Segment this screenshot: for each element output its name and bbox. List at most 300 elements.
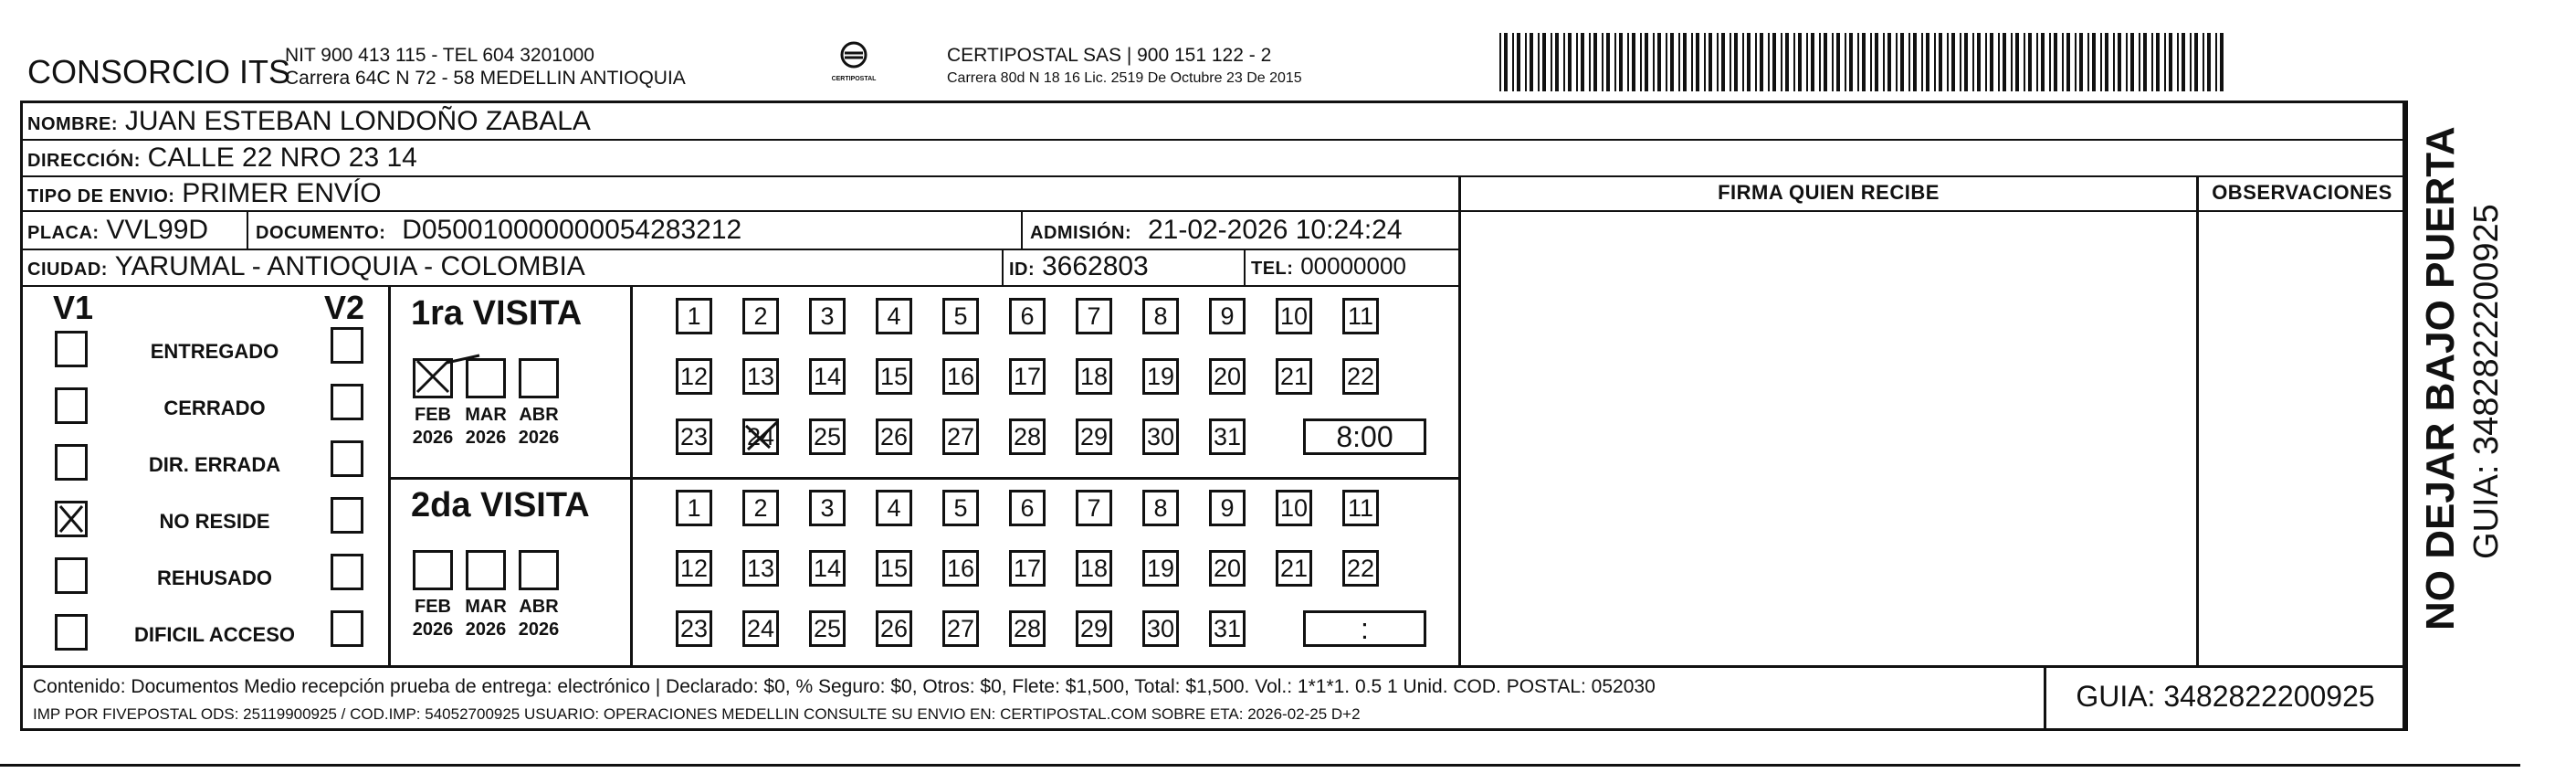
visit2-day-label: 3: [820, 494, 835, 522]
visit2-day-box[interactable]: [1009, 550, 1046, 587]
barcode-bar: [1781, 33, 1782, 91]
barcode-bar: [1499, 33, 1501, 91]
visit1-day-box[interactable]: [1342, 358, 1379, 395]
visit2-day-box[interactable]: [1342, 490, 1379, 526]
logo-text: CERTIPOSTAL: [831, 76, 877, 82]
visit1-day-box[interactable]: [809, 358, 846, 395]
barcode-bar: [1947, 33, 1949, 91]
visit2-month-box-abr[interactable]: [519, 550, 559, 590]
barcode-bar: [1666, 33, 1667, 91]
visit1-day-label: 10: [1279, 302, 1309, 330]
barcode-bar: [1913, 33, 1917, 91]
visit1-day-label: 11: [1347, 302, 1374, 330]
visit1-month-year: 2026: [412, 428, 454, 448]
v2-checkbox-5[interactable]: [331, 610, 363, 647]
visit2-time-field[interactable]: :: [1303, 610, 1426, 647]
visit2-day-label: 20: [1213, 555, 1242, 582]
visit1-day-label: 20: [1213, 363, 1242, 390]
visit1-day-label: 9: [1220, 302, 1235, 330]
barcode-bar: [1696, 33, 1699, 91]
visit1-day-box[interactable]: [1209, 358, 1246, 395]
barcode-bar: [1857, 33, 1859, 91]
barcode-bar: [1678, 33, 1680, 91]
visit1-day-label: 19: [1146, 363, 1175, 390]
barcode-bar: [1832, 33, 1834, 91]
visit2-month-label: FEB: [415, 597, 451, 617]
barcode-bar: [1845, 33, 1846, 91]
v2-checkbox-3[interactable]: [331, 497, 363, 534]
id-label: ID:: [1009, 259, 1036, 280]
visit2-day-box[interactable]: [1209, 550, 1246, 587]
visit2-month-year: 2026: [518, 619, 560, 640]
visit1-day-box[interactable]: [1276, 298, 1312, 334]
v1-checkbox-4[interactable]: [55, 557, 88, 594]
barcode-bar: [1538, 33, 1540, 91]
visit2-day-box[interactable]: [676, 610, 712, 647]
tipo-label: TIPO DE ENVIO:: [27, 186, 175, 206]
barcode-bar: [2049, 33, 2051, 91]
check-x-icon: [415, 355, 470, 396]
visit2-day-label: 13: [746, 555, 775, 582]
barcode-bar: [1709, 33, 1712, 91]
nombre-value: JUAN ESTEBAN LONDOÑO ZABALA: [124, 106, 591, 136]
barcode-bar: [1811, 33, 1814, 91]
barcode-bar: [1619, 33, 1623, 91]
visit2-day-label: 5: [953, 494, 968, 522]
documento-row: [256, 215, 741, 246]
visit1-day-label: 8: [1153, 302, 1168, 330]
barcode-bar: [1512, 33, 1514, 91]
barcode-bar: [2164, 33, 2166, 91]
barcode-bar: [1742, 33, 1744, 91]
visit2-day-label: 12: [679, 555, 709, 582]
ciudad-row: [27, 251, 585, 282]
visit2-day-label: 22: [1346, 555, 1375, 582]
tipo-row: [27, 178, 382, 209]
visit1-day-box[interactable]: [1076, 418, 1112, 455]
footer-guia: GUIA: 3482822200925: [2076, 680, 2375, 713]
barcode-bar: [2036, 33, 2038, 91]
barcode-bar: [2113, 33, 2115, 91]
visit2-month-label: ABR: [519, 597, 559, 617]
visit2-day-box[interactable]: [742, 550, 779, 587]
visit1-day-label: 22: [1346, 363, 1375, 390]
visit1-month-box-feb[interactable]: [413, 358, 453, 398]
firma-header: FIRMA QUIEN RECIBE: [1718, 181, 1940, 204]
visit2-month-box-mar[interactable]: [466, 550, 506, 590]
company-address: Carrera 64C N 72 - 58 MEDELLIN ANTIOQUIA: [285, 68, 686, 89]
visit1-day-box[interactable]: [676, 358, 712, 395]
visit2-day-box[interactable]: [942, 550, 979, 587]
visit2-day-box[interactable]: [1076, 490, 1112, 526]
barcode-bar: [2143, 33, 2147, 91]
barcode-bar: [2220, 33, 2224, 91]
barcode-bar: [1653, 33, 1655, 91]
visit2-day-label: 28: [1013, 615, 1042, 642]
placa-value: VVL99D: [106, 215, 209, 245]
barcode: [1498, 33, 2228, 91]
barcode-bar: [1824, 33, 1827, 91]
direccion-row: [27, 143, 417, 174]
certipostal-logo: [822, 40, 886, 91]
barcode-bar: [2015, 33, 2019, 91]
barcode-bar: [1640, 33, 1642, 91]
visit1-day-box[interactable]: [1142, 298, 1179, 334]
barcode-bar: [2190, 33, 2192, 91]
visit2-day-box[interactable]: [1276, 490, 1312, 526]
documento-value: D050010000000054283212: [402, 215, 742, 245]
barcode-bar: [2079, 33, 2083, 91]
visit2-day-label: 27: [946, 615, 975, 642]
visit1-day-box[interactable]: [742, 298, 779, 334]
visit1-day-box[interactable]: [1209, 418, 1246, 455]
visit1-month-label: FEB: [415, 405, 451, 425]
visit2-day-box[interactable]: [1142, 550, 1179, 587]
visit1-day-box[interactable]: [876, 298, 912, 334]
visit2-month-year: 2026: [412, 619, 454, 640]
visit2-month-box-feb[interactable]: [413, 550, 453, 590]
visit2-month-year: 2026: [465, 619, 507, 640]
visit1-day-box[interactable]: [876, 358, 912, 395]
barcode-bar: [1990, 33, 1993, 91]
visit2-day-label: 4: [887, 494, 901, 522]
visit2-day-label: 9: [1220, 494, 1235, 522]
barcode-bar: [2062, 33, 2064, 91]
visit1-day-label: 24: [746, 423, 775, 450]
barcode-bar: [1683, 33, 1687, 91]
visit1-day-label: 2: [753, 302, 768, 330]
visit1-day-box[interactable]: [676, 418, 712, 455]
visit1-month-box-mar[interactable]: [466, 358, 506, 398]
visit1-day-label: 29: [1079, 423, 1109, 450]
visit1-day-label: 12: [679, 363, 709, 390]
v2-checkbox-1[interactable]: [331, 384, 363, 420]
visit1-month-label: MAR: [465, 405, 507, 425]
barcode-bar: [1798, 33, 1802, 91]
admision-label: ADMISIÓN:: [1030, 223, 1132, 243]
barcode-bar: [2041, 33, 2045, 91]
barcode-bar: [1862, 33, 1866, 91]
barcode-bar: [1657, 33, 1661, 91]
visit2-day-label: 14: [813, 555, 842, 582]
barcode-bar: [1755, 33, 1757, 91]
barcode-icon: [1498, 33, 2228, 91]
visit1-day-label: 25: [813, 423, 842, 450]
visit2-day-label: 10: [1279, 494, 1309, 522]
barcode-bar: [1985, 33, 1987, 91]
visit1-day-box[interactable]: [1009, 418, 1046, 455]
barcode-bar: [1977, 33, 1981, 91]
barcode-bar: [1964, 33, 1968, 91]
barcode-bar: [2011, 33, 2013, 91]
v1-checkbox-2[interactable]: [55, 444, 88, 481]
visit1-day-box[interactable]: [742, 418, 779, 455]
visit1-day-label: 16: [946, 363, 975, 390]
barcode-bar: [1734, 33, 1738, 91]
status-label: REHUSADO: [157, 567, 272, 589]
visit2-day-box[interactable]: [1342, 550, 1379, 587]
barcode-bar: [2207, 33, 2211, 91]
visit2-day-label: 21: [1279, 555, 1309, 582]
observaciones-header: OBSERVACIONES: [2212, 181, 2392, 204]
visit1-day-label: 31: [1213, 423, 1242, 450]
barcode-bar: [1614, 33, 1616, 91]
visit1-month-year: 2026: [518, 428, 560, 448]
visit2-day-label: 26: [879, 615, 909, 642]
direccion-value: CALLE 22 NRO 23 14: [147, 143, 417, 173]
barcode-bar: [1721, 33, 1725, 91]
barcode-bar: [2054, 33, 2057, 91]
barcode-bar: [1896, 33, 1898, 91]
visit2-day-box[interactable]: [1009, 490, 1046, 526]
barcode-bar: [2194, 33, 2198, 91]
barcode-bar: [1747, 33, 1751, 91]
visit2-day-label: 2: [753, 494, 768, 522]
barcode-bar: [1887, 33, 1891, 91]
barcode-bar: [1517, 33, 1520, 91]
barcode-bar: [1645, 33, 1648, 91]
visit1-day-label: 6: [1020, 302, 1035, 330]
barcode-bar: [2203, 33, 2204, 91]
visit2-day-label: 30: [1146, 615, 1175, 642]
barcode-bar: [1589, 33, 1591, 91]
status-label: DIR. ERRADA: [148, 453, 281, 476]
barcode-bar: [1875, 33, 1878, 91]
nombre-label: NOMBRE:: [27, 114, 119, 134]
v1-checkbox-5[interactable]: [55, 614, 88, 651]
barcode-bar: [1760, 33, 1763, 91]
visit2-day-box[interactable]: [876, 550, 912, 587]
visit1-day-label: 3: [820, 302, 835, 330]
visit2-day-box[interactable]: [876, 490, 912, 526]
visit2-day-box[interactable]: [1076, 610, 1112, 647]
certipostal-logo-icon: [836, 40, 872, 71]
barcode-bar: [1793, 33, 1795, 91]
barcode-bar: [1670, 33, 1674, 91]
side-guia: GUIA: 3482822200925: [2467, 204, 2506, 559]
tel-label: TEL:: [1251, 259, 1294, 279]
barcode-bar: [1551, 33, 1552, 91]
visit1-day-box[interactable]: [1142, 358, 1179, 395]
visit2-day-label: 11: [1347, 494, 1374, 522]
barcode-bar: [1581, 33, 1584, 91]
visit2-day-label: 23: [679, 615, 709, 642]
barcode-bar: [1939, 33, 1942, 91]
visit1-day-box[interactable]: [676, 298, 712, 334]
visit2-month-label: MAR: [465, 597, 507, 617]
visit1-day-label: 7: [1087, 302, 1101, 330]
visit1-month-year: 2026: [465, 428, 507, 448]
visit1-day-label: 30: [1146, 423, 1175, 450]
visit2-day-box[interactable]: [1009, 610, 1046, 647]
visit1-day-label: 28: [1013, 423, 1042, 450]
v1-checkbox-3[interactable]: [55, 501, 88, 537]
visit1-day-box[interactable]: [1342, 298, 1379, 334]
barcode-bar: [1717, 33, 1719, 91]
v2-checkbox-2[interactable]: [331, 440, 363, 477]
barcode-bar: [1632, 33, 1635, 91]
barcode-bar: [1908, 33, 1910, 91]
status-label: CERRADO: [163, 397, 266, 419]
admision-row: [1030, 215, 1403, 246]
barcode-bar: [2182, 33, 2185, 91]
visit2-day-box[interactable]: [1142, 610, 1179, 647]
visit2-day-label: 15: [879, 555, 909, 582]
visit2-day-box[interactable]: [876, 610, 912, 647]
visit1-day-box[interactable]: [1009, 298, 1046, 334]
visit2-day-box[interactable]: [1142, 490, 1179, 526]
status-label: ENTREGADO: [150, 340, 279, 363]
visit1-title: 1ra VISITA: [411, 294, 583, 333]
visit2-day-box[interactable]: [942, 490, 979, 526]
barcode-bar: [2130, 33, 2134, 91]
visit1-day-box[interactable]: [1076, 358, 1112, 395]
barcode-bar: [1921, 33, 1923, 91]
barcode-bar: [2126, 33, 2128, 91]
barcode-bar: [1870, 33, 1872, 91]
visit2-day-box[interactable]: [1076, 550, 1112, 587]
barcode-bar: [1960, 33, 1961, 91]
visit2-day-label: 16: [946, 555, 975, 582]
visit1-day-label: 15: [879, 363, 909, 390]
visit2-title: 2da VISITA: [411, 486, 590, 524]
barcode-bar: [2156, 33, 2160, 91]
visit1-day-box[interactable]: [1076, 298, 1112, 334]
visit2-day-box[interactable]: [1209, 490, 1246, 526]
barcode-bar: [2100, 33, 2102, 91]
barcode-bar: [1972, 33, 1974, 91]
visit1-day-label: 27: [946, 423, 975, 450]
barcode-bar: [1806, 33, 1808, 91]
barcode-bar: [1504, 33, 1508, 91]
visit2-day-box[interactable]: [809, 490, 846, 526]
id-row: [1009, 251, 1149, 282]
barcode-bar: [1836, 33, 1840, 91]
v2-checkbox-4[interactable]: [331, 554, 363, 590]
barcode-bar: [1926, 33, 1929, 91]
barcode-bar: [1849, 33, 1853, 91]
visit1-day-box[interactable]: [742, 358, 779, 395]
barcode-bar: [2003, 33, 2006, 91]
visit2-day-label: 6: [1020, 494, 1035, 522]
barcode-bar: [2105, 33, 2108, 91]
barcode-bar: [2151, 33, 2153, 91]
barcode-bar: [1998, 33, 2000, 91]
visit2-day-box[interactable]: [809, 550, 846, 587]
v1-checkbox-1[interactable]: [55, 387, 88, 424]
documento-label: DOCUMENTO:: [256, 223, 386, 243]
visit1-day-box[interactable]: [942, 358, 979, 395]
visit1-day-label: 17: [1013, 363, 1042, 390]
barcode-bar: [2087, 33, 2089, 91]
visit2-day-box[interactable]: [1209, 610, 1246, 647]
barcode-bar: [2092, 33, 2096, 91]
visit1-day-box[interactable]: [942, 418, 979, 455]
v2-checkbox-0[interactable]: [331, 327, 363, 364]
barcode-bar: [1704, 33, 1706, 91]
barcode-bar: [1530, 33, 1533, 91]
visit2-day-box[interactable]: [1276, 550, 1312, 587]
barcode-bar: [1563, 33, 1565, 91]
visit1-day-box[interactable]: [1142, 418, 1179, 455]
visit2-day-label: 25: [813, 615, 842, 642]
carrier-address: Carrera 80d N 18 16 Lic. 2519 De Octubre 23 De 2015: [947, 70, 1302, 86]
id-value: 3662803: [1041, 251, 1149, 281]
barcode-bar: [1576, 33, 1578, 91]
barcode-bar: [2169, 33, 2172, 91]
visit1-day-box[interactable]: [1209, 298, 1246, 334]
tel-row: [1251, 251, 1406, 281]
visit2-day-box[interactable]: [809, 610, 846, 647]
barcode-bar: [2118, 33, 2121, 91]
company-nit: NIT 900 413 115 - TEL 604 3201000: [285, 45, 594, 66]
visit1-day-box[interactable]: [809, 418, 846, 455]
barcode-bar: [2075, 33, 2077, 91]
barcode-bar: [2024, 33, 2025, 91]
barcode-bar: [1785, 33, 1789, 91]
ciudad-value: YARUMAL - ANTIOQUIA - COLOMBIA: [114, 251, 585, 281]
visit1-day-label: 1: [687, 302, 701, 330]
barcode-bar: [2066, 33, 2070, 91]
tipo-value: PRIMER ENVÍO: [182, 178, 382, 208]
visit1-day-label: 4: [887, 302, 901, 330]
visit1-day-label: 18: [1079, 363, 1109, 390]
barcode-bar: [2215, 33, 2217, 91]
tel-value: 00000000: [1300, 252, 1406, 280]
visit1-day-box[interactable]: [809, 298, 846, 334]
visit1-day-box[interactable]: [942, 298, 979, 334]
barcode-bar: [1819, 33, 1821, 91]
visit2-day-label: 19: [1146, 555, 1175, 582]
visit1-day-label: 23: [679, 423, 709, 450]
visit1-day-label: 5: [953, 302, 968, 330]
check-x-icon: [58, 503, 85, 535]
barcode-bar: [1602, 33, 1603, 91]
company-name: CONSORCIO ITS: [27, 53, 291, 90]
visit2-day-box[interactable]: [676, 490, 712, 526]
visit2-day-label: 24: [746, 615, 775, 642]
barcode-bar: [2177, 33, 2179, 91]
visit1-day-label: 21: [1279, 363, 1309, 390]
visit1-time-field[interactable]: 8:00: [1303, 418, 1426, 455]
visit1-day-box[interactable]: [1276, 358, 1312, 395]
barcode-bar: [1772, 33, 1776, 91]
visit2-day-box[interactable]: [742, 490, 779, 526]
visit2-day-label: 8: [1153, 494, 1168, 522]
status-label: DIFICIL ACCESO: [133, 623, 295, 646]
visit2-day-label: 7: [1087, 494, 1101, 522]
visit2-day-label: 18: [1079, 555, 1109, 582]
visit2-day-label: 1: [687, 494, 701, 522]
visit2-day-box[interactable]: [742, 610, 779, 647]
ciudad-label: CIUDAD:: [27, 259, 108, 280]
visit2-day-box[interactable]: [942, 610, 979, 647]
visit2-day-label: 31: [1213, 615, 1242, 642]
visit2-day-box[interactable]: [676, 550, 712, 587]
carrier-line: CERTIPOSTAL SAS | 900 151 122 - 2: [947, 45, 1272, 66]
barcode-bar: [1555, 33, 1559, 91]
visit1-month-label: ABR: [519, 405, 559, 425]
barcode-bar: [1606, 33, 1610, 91]
direccion-label: DIRECCIÓN:: [27, 151, 141, 171]
barcode-bar: [1627, 33, 1629, 91]
visit1-day-box[interactable]: [876, 418, 912, 455]
v1-checkbox-0[interactable]: [55, 331, 88, 367]
visit1-day-box[interactable]: [1009, 358, 1046, 395]
visit1-day-label: 14: [813, 363, 842, 390]
v1-header: V1: [53, 289, 94, 326]
visit1-month-box-abr[interactable]: [519, 358, 559, 398]
